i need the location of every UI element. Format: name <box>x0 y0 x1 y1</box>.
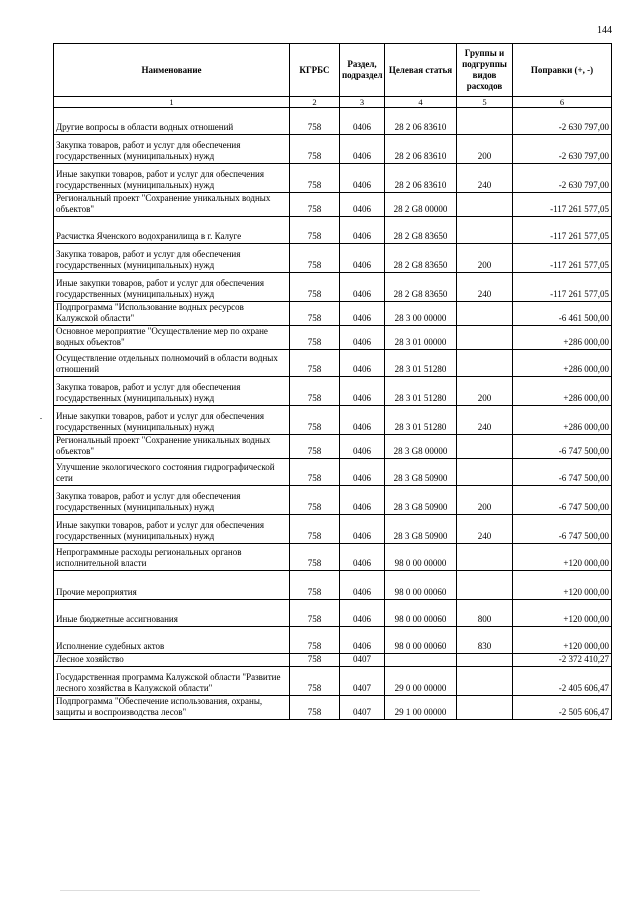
column-number-row <box>54 97 612 108</box>
scan-noise <box>60 890 480 891</box>
cell-kgrbs: 758 <box>290 696 340 720</box>
table-row <box>54 377 612 406</box>
table-row <box>54 486 612 515</box>
column-number: 3 <box>340 97 385 108</box>
table-row <box>54 193 612 217</box>
cell-name: Осуществление отдельных полномочий в области водных отношений <box>54 350 290 377</box>
cell-target: 98 0 00 00060 <box>385 571 457 600</box>
cell-kgrbs: 758 <box>290 108 340 135</box>
cell-group <box>457 302 513 326</box>
table-row <box>54 244 612 273</box>
cell-group: 240 <box>457 273 513 302</box>
cell-target: 98 0 00 00060 <box>385 627 457 654</box>
budget-amendments-table <box>53 43 612 720</box>
table-row <box>54 217 612 244</box>
table-row <box>54 459 612 486</box>
cell-kgrbs: 758 <box>290 244 340 273</box>
cell-section: 0406 <box>340 350 385 377</box>
cell-group: 200 <box>457 244 513 273</box>
cell-amount: +120 000,00 <box>513 627 612 654</box>
cell-group <box>457 435 513 459</box>
header-section: Раздел, подраздел <box>340 44 385 97</box>
cell-name: Расчистка Яченского водохранилища в г. Калуге <box>54 217 290 244</box>
cell-target: 28 2 06 83610 <box>385 108 457 135</box>
cell-name: Иные закупки товаров, работ и услуг для обеспечения государственных (муниципальных) нужд <box>54 273 290 302</box>
cell-section: 0406 <box>340 164 385 193</box>
cell-name: Лесное хозяйство <box>54 654 290 667</box>
cell-amount: +120 000,00 <box>513 544 612 571</box>
cell-kgrbs: 758 <box>290 627 340 654</box>
cell-kgrbs: 758 <box>290 326 340 350</box>
cell-group <box>457 654 513 667</box>
cell-name: Подпрограмма "Использование водных ресурсов Калужской области" <box>54 302 290 326</box>
cell-kgrbs: 758 <box>290 667 340 696</box>
header-expense-group: Группы и подгруппы видов расходов <box>457 44 513 97</box>
cell-amount: +286 000,00 <box>513 326 612 350</box>
cell-section: 0406 <box>340 459 385 486</box>
cell-section: 0406 <box>340 326 385 350</box>
page-number: 144 <box>597 25 612 36</box>
cell-section: 0406 <box>340 515 385 544</box>
cell-group <box>457 108 513 135</box>
table-row <box>54 135 612 164</box>
cell-section: 0406 <box>340 135 385 164</box>
table-row <box>54 627 612 654</box>
column-number: 4 <box>385 97 457 108</box>
column-number: 2 <box>290 97 340 108</box>
header-name: Наименование <box>54 44 290 97</box>
cell-name: Подпрограмма "Обеспечение использования, охраны, защиты и воспроизводства лесов" <box>54 696 290 720</box>
table-row <box>54 108 612 135</box>
cell-amount: -2 630 797,00 <box>513 164 612 193</box>
table-row <box>54 273 612 302</box>
cell-amount: -6 747 500,00 <box>513 459 612 486</box>
cell-section: 0407 <box>340 654 385 667</box>
cell-group <box>457 326 513 350</box>
cell-amount: -117 261 577,05 <box>513 273 612 302</box>
cell-target: 98 0 00 00060 <box>385 600 457 627</box>
cell-target: 28 2 G8 00000 <box>385 193 457 217</box>
cell-amount: +286 000,00 <box>513 350 612 377</box>
column-number: 5 <box>457 97 513 108</box>
cell-amount: -6 461 500,00 <box>513 302 612 326</box>
cell-target: 29 0 00 00000 <box>385 667 457 696</box>
cell-amount: -2 630 797,00 <box>513 108 612 135</box>
cell-kgrbs: 758 <box>290 515 340 544</box>
cell-group: 240 <box>457 406 513 435</box>
cell-amount: -6 747 500,00 <box>513 515 612 544</box>
cell-group: 240 <box>457 164 513 193</box>
cell-target: 28 3 01 51280 <box>385 406 457 435</box>
cell-section: 0406 <box>340 302 385 326</box>
cell-amount: -2 372 410,27 <box>513 654 612 667</box>
cell-target: 28 2 06 83610 <box>385 164 457 193</box>
cell-target: 28 2 G8 83650 <box>385 244 457 273</box>
cell-group <box>457 544 513 571</box>
table-row <box>54 164 612 193</box>
cell-group: 830 <box>457 627 513 654</box>
header-target: Целевая статья <box>385 44 457 97</box>
cell-target <box>385 654 457 667</box>
column-number: 6 <box>513 97 612 108</box>
cell-group: 200 <box>457 486 513 515</box>
cell-section: 0406 <box>340 193 385 217</box>
cell-section: 0406 <box>340 486 385 515</box>
scan-mark <box>40 418 42 419</box>
cell-amount: -6 747 500,00 <box>513 435 612 459</box>
header-amendments: Поправки (+, -) <box>513 44 612 97</box>
cell-group: 200 <box>457 377 513 406</box>
cell-target: 28 2 G8 83650 <box>385 273 457 302</box>
header-kgrbs: КГРБС <box>290 44 340 97</box>
cell-section: 0406 <box>340 406 385 435</box>
cell-amount: +120 000,00 <box>513 600 612 627</box>
cell-section: 0406 <box>340 600 385 627</box>
cell-group <box>457 667 513 696</box>
cell-kgrbs: 758 <box>290 135 340 164</box>
cell-group <box>457 459 513 486</box>
cell-amount: -6 747 500,00 <box>513 486 612 515</box>
table-row <box>54 696 612 720</box>
cell-name: Прочие мероприятия <box>54 571 290 600</box>
cell-section: 0406 <box>340 108 385 135</box>
table-row <box>54 667 612 696</box>
cell-kgrbs: 758 <box>290 486 340 515</box>
cell-kgrbs: 758 <box>290 217 340 244</box>
table-row <box>54 654 612 667</box>
cell-amount: -117 261 577,05 <box>513 217 612 244</box>
cell-kgrbs: 758 <box>290 193 340 217</box>
cell-name: Иные закупки товаров, работ и услуг для обеспечения государственных (муниципальных) нужд <box>54 515 290 544</box>
cell-amount: +286 000,00 <box>513 377 612 406</box>
cell-name: Иные бюджетные ассигнования <box>54 600 290 627</box>
cell-name: Улучшение экологического состояния гидрографической сети <box>54 459 290 486</box>
cell-group <box>457 696 513 720</box>
cell-section: 0406 <box>340 544 385 571</box>
cell-section: 0406 <box>340 273 385 302</box>
cell-target: 28 3 00 00000 <box>385 302 457 326</box>
cell-section: 0407 <box>340 696 385 720</box>
cell-target: 29 1 00 00000 <box>385 696 457 720</box>
table-row <box>54 571 612 600</box>
cell-target: 28 2 06 83610 <box>385 135 457 164</box>
cell-name: Закупка товаров, работ и услуг для обеспечения государственных (муниципальных) нужд <box>54 135 290 164</box>
cell-kgrbs: 758 <box>290 164 340 193</box>
cell-section: 0406 <box>340 571 385 600</box>
cell-target: 28 3 G8 50900 <box>385 486 457 515</box>
cell-group <box>457 350 513 377</box>
cell-amount: -117 261 577,05 <box>513 193 612 217</box>
cell-name: Иные закупки товаров, работ и услуг для обеспечения государственных (муниципальных) нужд <box>54 406 290 435</box>
cell-section: 0406 <box>340 627 385 654</box>
cell-kgrbs: 758 <box>290 302 340 326</box>
cell-section: 0406 <box>340 435 385 459</box>
cell-section: 0406 <box>340 217 385 244</box>
cell-target: 28 3 01 51280 <box>385 377 457 406</box>
cell-kgrbs: 758 <box>290 571 340 600</box>
cell-amount: +120 000,00 <box>513 571 612 600</box>
cell-name: Закупка товаров, работ и услуг для обеспечения государственных (муниципальных) нужд <box>54 377 290 406</box>
cell-amount: -2 505 606,47 <box>513 696 612 720</box>
cell-target: 28 2 G8 83650 <box>385 217 457 244</box>
table-row <box>54 326 612 350</box>
cell-target: 28 3 01 51280 <box>385 350 457 377</box>
table-row <box>54 515 612 544</box>
cell-group <box>457 217 513 244</box>
cell-amount: -2 630 797,00 <box>513 135 612 164</box>
cell-kgrbs: 758 <box>290 350 340 377</box>
cell-group <box>457 193 513 217</box>
header-row <box>54 44 612 97</box>
cell-group: 200 <box>457 135 513 164</box>
cell-name: Другие вопросы в области водных отношений <box>54 108 290 135</box>
table-row <box>54 600 612 627</box>
cell-section: 0406 <box>340 244 385 273</box>
table-row <box>54 406 612 435</box>
cell-kgrbs: 758 <box>290 435 340 459</box>
cell-kgrbs: 758 <box>290 600 340 627</box>
cell-kgrbs: 758 <box>290 406 340 435</box>
cell-name: Непрограммные расходы региональных органов исполнительной власти <box>54 544 290 571</box>
cell-kgrbs: 758 <box>290 273 340 302</box>
table-row <box>54 435 612 459</box>
cell-name: Государственная программа Калужской области "Развитие лесного хозяйства в Калужской области" <box>54 667 290 696</box>
cell-section: 0407 <box>340 667 385 696</box>
cell-section: 0406 <box>340 377 385 406</box>
table-row <box>54 302 612 326</box>
cell-name: Региональный проект "Сохранение уникальных водных объектов" <box>54 193 290 217</box>
cell-group: 240 <box>457 515 513 544</box>
cell-name: Исполнение судебных актов <box>54 627 290 654</box>
cell-group: 800 <box>457 600 513 627</box>
cell-name: Закупка товаров, работ и услуг для обеспечения государственных (муниципальных) нужд <box>54 486 290 515</box>
cell-target: 28 3 G8 00000 <box>385 435 457 459</box>
cell-target: 28 3 01 00000 <box>385 326 457 350</box>
cell-name: Основное мероприятие "Осуществление мер по охране водных объектов" <box>54 326 290 350</box>
cell-amount: -2 405 606,47 <box>513 667 612 696</box>
cell-kgrbs: 758 <box>290 544 340 571</box>
cell-amount: +286 000,00 <box>513 406 612 435</box>
cell-target: 28 3 G8 50900 <box>385 459 457 486</box>
column-number: 1 <box>54 97 290 108</box>
cell-name: Закупка товаров, работ и услуг для обеспечения государственных (муниципальных) нужд <box>54 244 290 273</box>
table-row <box>54 544 612 571</box>
cell-amount: -117 261 577,05 <box>513 244 612 273</box>
cell-group <box>457 571 513 600</box>
cell-target: 28 3 G8 50900 <box>385 515 457 544</box>
cell-kgrbs: 758 <box>290 377 340 406</box>
table-row <box>54 350 612 377</box>
cell-kgrbs: 758 <box>290 654 340 667</box>
cell-name: Региональный проект "Сохранение уникальных водных объектов" <box>54 435 290 459</box>
cell-name: Иные закупки товаров, работ и услуг для обеспечения государственных (муниципальных) нужд <box>54 164 290 193</box>
cell-kgrbs: 758 <box>290 459 340 486</box>
cell-target: 98 0 00 00000 <box>385 544 457 571</box>
